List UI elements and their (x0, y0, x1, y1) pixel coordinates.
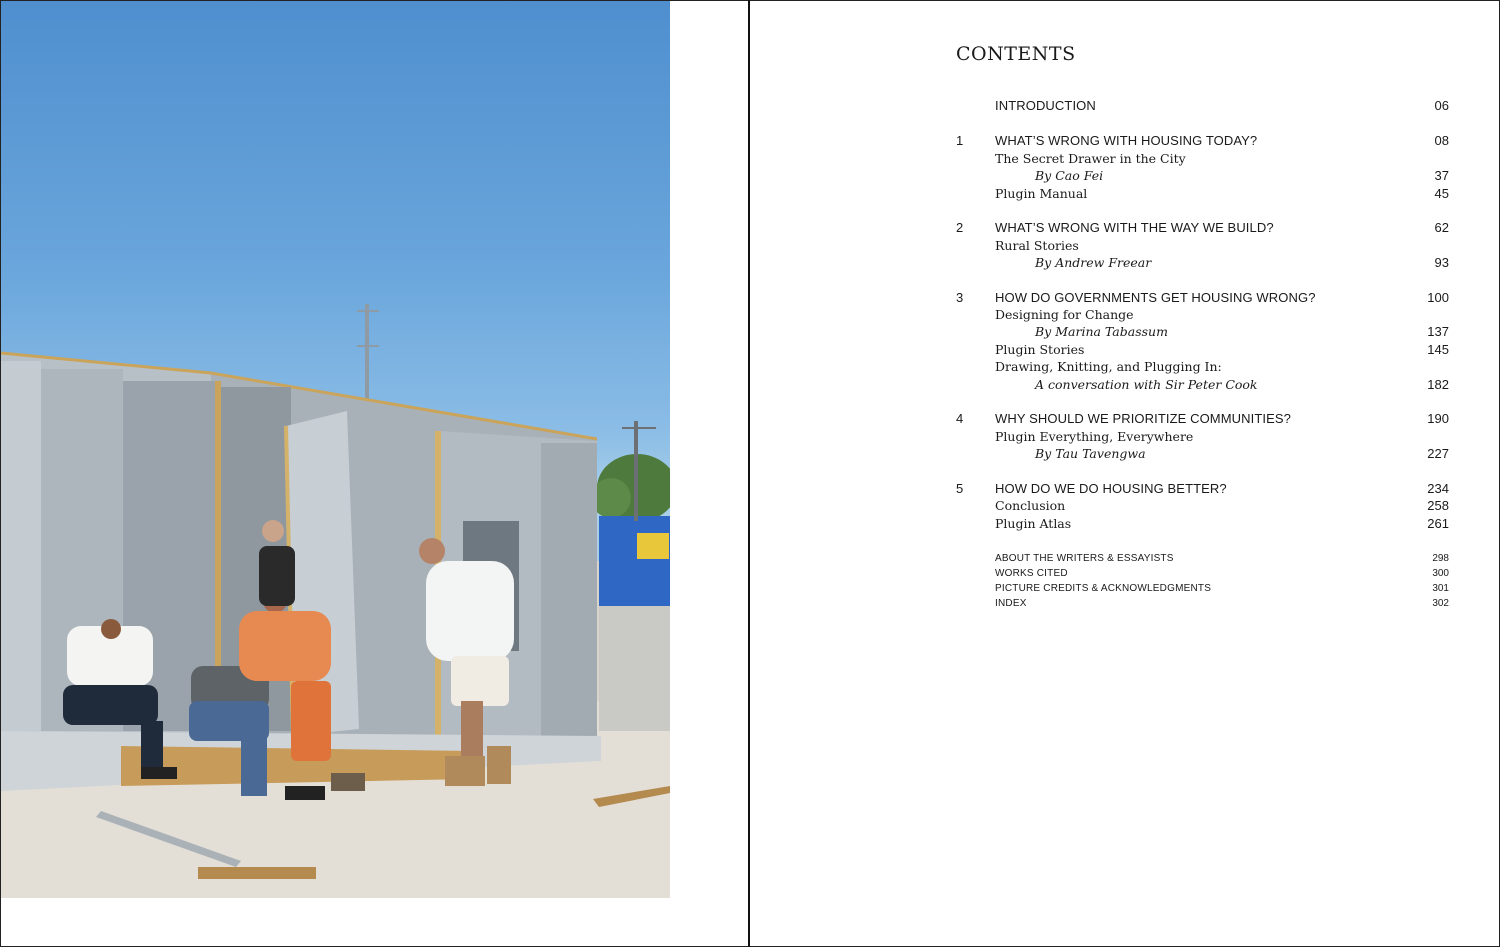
toc-page-number: 182 (1427, 377, 1449, 392)
toc-entry-introduction[interactable] (956, 98, 1449, 116)
toc-page-number: 261 (1427, 516, 1449, 531)
toc-page-number: 234 (1427, 481, 1449, 496)
toc-entry-label: WHY SHOULD WE PRIORITIZE COMMUNITIES? (995, 411, 1291, 426)
toc-entry-author[interactable] (956, 324, 1449, 342)
chapter-number: 1 (956, 133, 964, 148)
toc-chapter-4[interactable] (956, 411, 1449, 429)
toc-page-number: 62 (1434, 220, 1449, 235)
toc-entry-about-writers[interactable] (956, 553, 1449, 567)
toc-entry-label: HOW DO GOVERNMENTS GET HOUSING WRONG? (995, 290, 1316, 305)
toc-page-number: 137 (1427, 324, 1449, 339)
toc-entry-label: Plugin Atlas (995, 516, 1072, 531)
toc-entry-label: WORKS CITED (995, 568, 1068, 579)
toc-entry-conclusion[interactable] (956, 498, 1449, 516)
chapter-number: 5 (956, 481, 964, 496)
toc-page-number: 300 (1432, 568, 1449, 579)
toc-entry-picture-credits[interactable] (956, 583, 1449, 597)
toc-page-number: 145 (1427, 342, 1449, 357)
toc-author-label: By Tau Tavengwa (1035, 446, 1146, 461)
toc-entry-label: Plugin Manual (995, 186, 1088, 201)
chapter-number: 2 (956, 220, 964, 235)
toc-entry-author[interactable] (956, 446, 1449, 464)
chapter-number: 4 (956, 411, 964, 426)
toc-page-number: 258 (1427, 498, 1449, 513)
toc-page-number: 298 (1432, 553, 1449, 564)
toc-page-number: 100 (1427, 290, 1449, 305)
toc-entry-drawing-knitting[interactable] (956, 359, 1449, 377)
toc-entry-designing-for-change[interactable] (956, 307, 1449, 325)
toc-entry-index[interactable] (956, 598, 1449, 612)
toc-entry-rural-stories[interactable] (956, 238, 1449, 256)
toc-chapter-2[interactable] (956, 220, 1449, 238)
toc-entry-label: ABOUT THE WRITERS & ESSAYISTS (995, 553, 1174, 564)
toc-page-number: 227 (1427, 446, 1449, 461)
toc-chapter-3[interactable] (956, 290, 1449, 308)
toc-entry-label: WHAT’S WRONG WITH HOUSING TODAY? (995, 133, 1258, 148)
toc-entry-plugin-everything[interactable] (956, 429, 1449, 447)
toc-author-label: A conversation with Sir Peter Cook (1035, 377, 1258, 392)
toc-entry-label: Drawing, Knitting, and Plugging In: (995, 359, 1222, 374)
toc-page-number: 190 (1427, 411, 1449, 426)
toc-chapter-1[interactable] (956, 133, 1449, 151)
toc-page-number: 08 (1434, 133, 1449, 148)
toc-entry-author[interactable] (956, 255, 1449, 273)
toc-chapter-5[interactable] (956, 481, 1449, 499)
toc-entry-plugin-stories[interactable] (956, 342, 1449, 360)
toc-author-label: By Cao Fei (1035, 168, 1104, 183)
toc-entry-label: INDEX (995, 598, 1027, 609)
toc-author-label: By Marina Tabassum (1035, 324, 1168, 339)
toc-entry-author[interactable] (956, 168, 1449, 186)
toc-entry-label: Designing for Change (995, 307, 1134, 322)
contents-heading: CONTENTS (956, 43, 1076, 65)
toc-entry-conversation[interactable] (956, 377, 1449, 395)
toc-page-number: 06 (1434, 98, 1449, 113)
toc-page-number: 302 (1432, 598, 1449, 609)
toc-entry-secret-drawer[interactable] (956, 151, 1449, 169)
toc-entry-label: Plugin Stories (995, 342, 1085, 357)
toc-page-number: 37 (1434, 168, 1449, 183)
toc-entry-plugin-atlas[interactable] (956, 516, 1449, 534)
toc-entry-label: Plugin Everything, Everywhere (995, 429, 1194, 444)
toc-entry-label: INTRODUCTION (995, 98, 1096, 113)
toc-author-label: By Andrew Freear (1035, 255, 1152, 270)
toc-entry-label: PICTURE CREDITS & ACKNOWLEDGMENTS (995, 583, 1212, 594)
toc-entry-label: The Secret Drawer in the City (995, 151, 1186, 166)
toc-entry-label: Conclusion (995, 498, 1066, 513)
toc-page-number: 45 (1434, 186, 1449, 201)
toc-entry-works-cited[interactable] (956, 568, 1449, 582)
chapter-number: 3 (956, 290, 964, 305)
toc-page-number: 301 (1432, 583, 1449, 594)
toc-entry-label: WHAT’S WRONG WITH THE WAY WE BUILD? (995, 220, 1274, 235)
toc-entry-label: HOW DO WE DO HOUSING BETTER? (995, 481, 1227, 496)
toc-entry-plugin-manual[interactable] (956, 186, 1449, 204)
toc-page-number: 93 (1434, 255, 1449, 270)
toc-entry-label: Rural Stories (995, 238, 1079, 253)
